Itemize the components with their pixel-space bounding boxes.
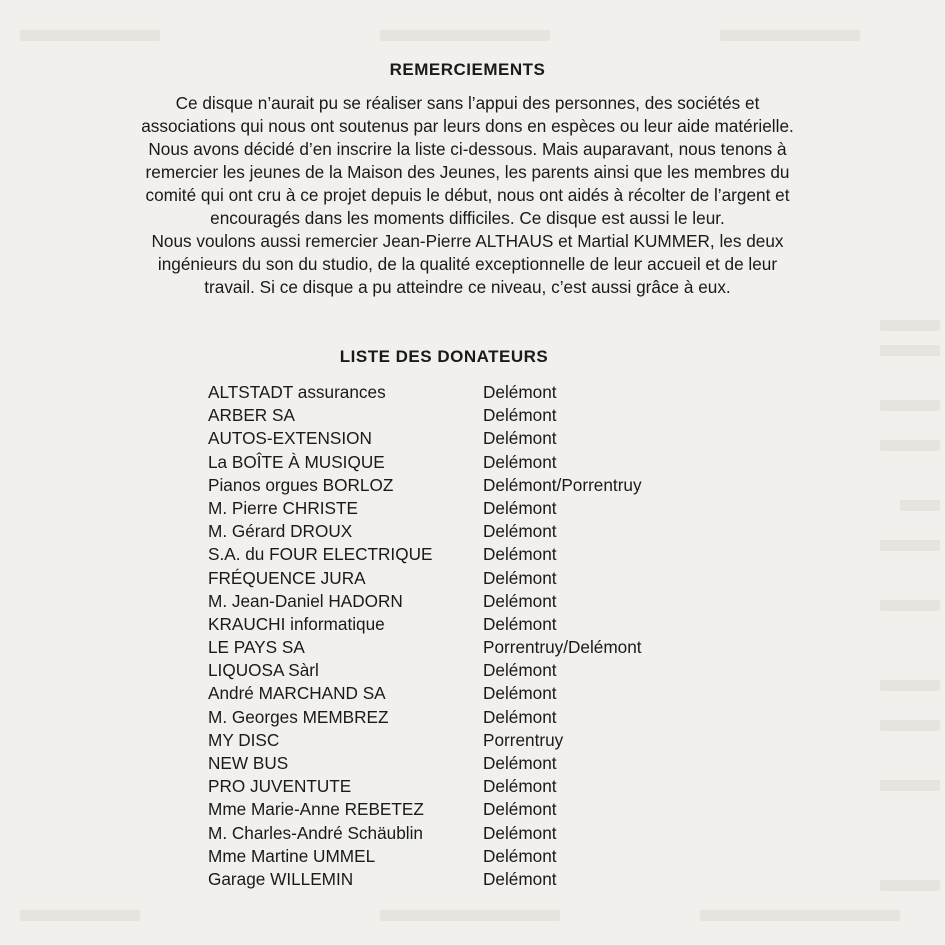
donor-name: NEW BUS xyxy=(208,753,289,773)
donor-city: Delémont/Porrentruy xyxy=(483,474,642,495)
donor-name: FRÉQUENCE JURA xyxy=(208,567,366,588)
donor-city: Delémont xyxy=(483,706,557,727)
donor-city: Delémont xyxy=(483,497,557,518)
donor-row xyxy=(208,613,728,636)
donor-name: Garage WILLEMIN xyxy=(208,868,354,889)
donor-city: Delémont xyxy=(483,451,557,472)
thanks-line: comité qui ont cru à ce projet depuis le début, nous ont aidés à récolter de l’argent et xyxy=(145,185,790,205)
donor-name: ARBER SA xyxy=(208,405,295,426)
donor-name: M. Georges MEMBREZ xyxy=(208,706,389,727)
donor-row xyxy=(208,798,728,821)
donor-row xyxy=(208,752,728,775)
thanks-text xyxy=(40,92,895,299)
donor-city: Delémont xyxy=(483,753,557,773)
donor-name: La BOÎTE À MUSIQUE xyxy=(208,451,385,472)
donor-row xyxy=(208,706,728,729)
donor-row xyxy=(208,729,728,752)
donor-city: Porrentruy xyxy=(483,729,564,750)
thanks-line: ingénieurs du son du studio, de la qualité exceptionnelle de leur accueil et de leur xyxy=(157,254,778,274)
donor-name: ALTSTADT assurances xyxy=(208,382,386,402)
donor-city: Delémont xyxy=(483,776,557,797)
donor-city: Delémont xyxy=(483,822,557,843)
donor-row xyxy=(208,659,728,682)
donor-row xyxy=(208,543,728,566)
donor-city: Delémont xyxy=(483,868,557,889)
donor-city: Delémont xyxy=(483,660,557,681)
donor-row xyxy=(208,427,728,450)
donor-city: Porrentruy/Delémont xyxy=(483,637,642,658)
donor-city: Delémont xyxy=(483,613,557,634)
donor-city: Delémont xyxy=(483,683,557,704)
thanks-line: remercier les jeunes de la Maison des Jeunes, les parents ainsi que les membres du xyxy=(145,162,790,182)
donor-row xyxy=(208,845,728,868)
donor-row xyxy=(208,868,728,891)
thanks-line: Ce disque n’aurait pu se réaliser sans l’appui des personnes, des sociétés et xyxy=(175,93,760,113)
thanks-line: encouragés dans les moments difficiles. Ce disque est aussi le leur. xyxy=(210,208,725,228)
donor-row xyxy=(208,381,728,404)
thanks-line: Nous voulons aussi remercier Jean-Pierre ALTHAUS et Martial KUMMER, les deux xyxy=(151,231,784,251)
donor-name: André MARCHAND SA xyxy=(208,683,386,704)
donor-row xyxy=(208,497,728,520)
donor-city: Delémont xyxy=(483,845,557,866)
donor-name: Mme Martine UMMEL xyxy=(208,845,376,866)
donor-city: Delémont xyxy=(483,521,557,542)
donor-row xyxy=(208,474,728,497)
donor-name: S.A. du FOUR ELECTRIQUE xyxy=(208,544,433,565)
donor-city: Delémont xyxy=(483,567,557,588)
donor-name: Pianos orgues BORLOZ xyxy=(208,474,394,495)
thanks-title: REMERCIEMENTS xyxy=(389,60,546,79)
donor-city: Delémont xyxy=(483,405,557,426)
donor-row xyxy=(208,451,728,474)
donor-city: Delémont xyxy=(483,799,557,820)
thanks-line: travail. Si ce disque a pu atteindre ce niveau, c’est aussi grâce à eux. xyxy=(204,277,731,297)
donor-row xyxy=(208,822,728,845)
donor-row xyxy=(208,590,728,613)
donor-list xyxy=(208,381,728,891)
donor-row xyxy=(208,520,728,543)
donor-name: LIQUOSA Sàrl xyxy=(208,660,319,681)
donor-name: M. Jean-Daniel HADORN xyxy=(208,590,403,611)
donor-name: M. Gérard DROUX xyxy=(208,521,353,542)
donor-row xyxy=(208,775,728,798)
donor-row xyxy=(208,682,728,705)
donor-city: Delémont xyxy=(483,428,557,449)
donor-city: Delémont xyxy=(483,544,557,565)
donor-name: M. Charles-André Schäublin xyxy=(208,822,423,843)
donor-name: LE PAYS SA xyxy=(208,637,305,658)
donor-name: PRO JUVENTUTE xyxy=(208,776,352,797)
donor-row xyxy=(208,567,728,590)
donors-title: LISTE DES DONATEURS xyxy=(339,347,549,366)
thanks-line: associations qui nous ont soutenus par leurs dons en espèces ou leur aide matérielle. xyxy=(141,116,794,136)
thanks-line: Nous avons décidé d’en inscrire la liste ci-dessous. Mais auparavant, nous tenons à xyxy=(148,139,787,159)
donor-name: Mme Marie-Anne REBETEZ xyxy=(208,799,424,820)
donor-name: AUTOS-EXTENSION xyxy=(208,428,372,449)
donor-city: Delémont xyxy=(483,590,557,611)
donor-row xyxy=(208,636,728,659)
donor-city: Delémont xyxy=(483,382,557,402)
donor-name: MY DISC xyxy=(208,729,280,750)
donor-row xyxy=(208,404,728,427)
donor-name: KRAUCHI informatique xyxy=(208,613,385,634)
donor-name: M. Pierre CHRISTE xyxy=(208,497,358,518)
